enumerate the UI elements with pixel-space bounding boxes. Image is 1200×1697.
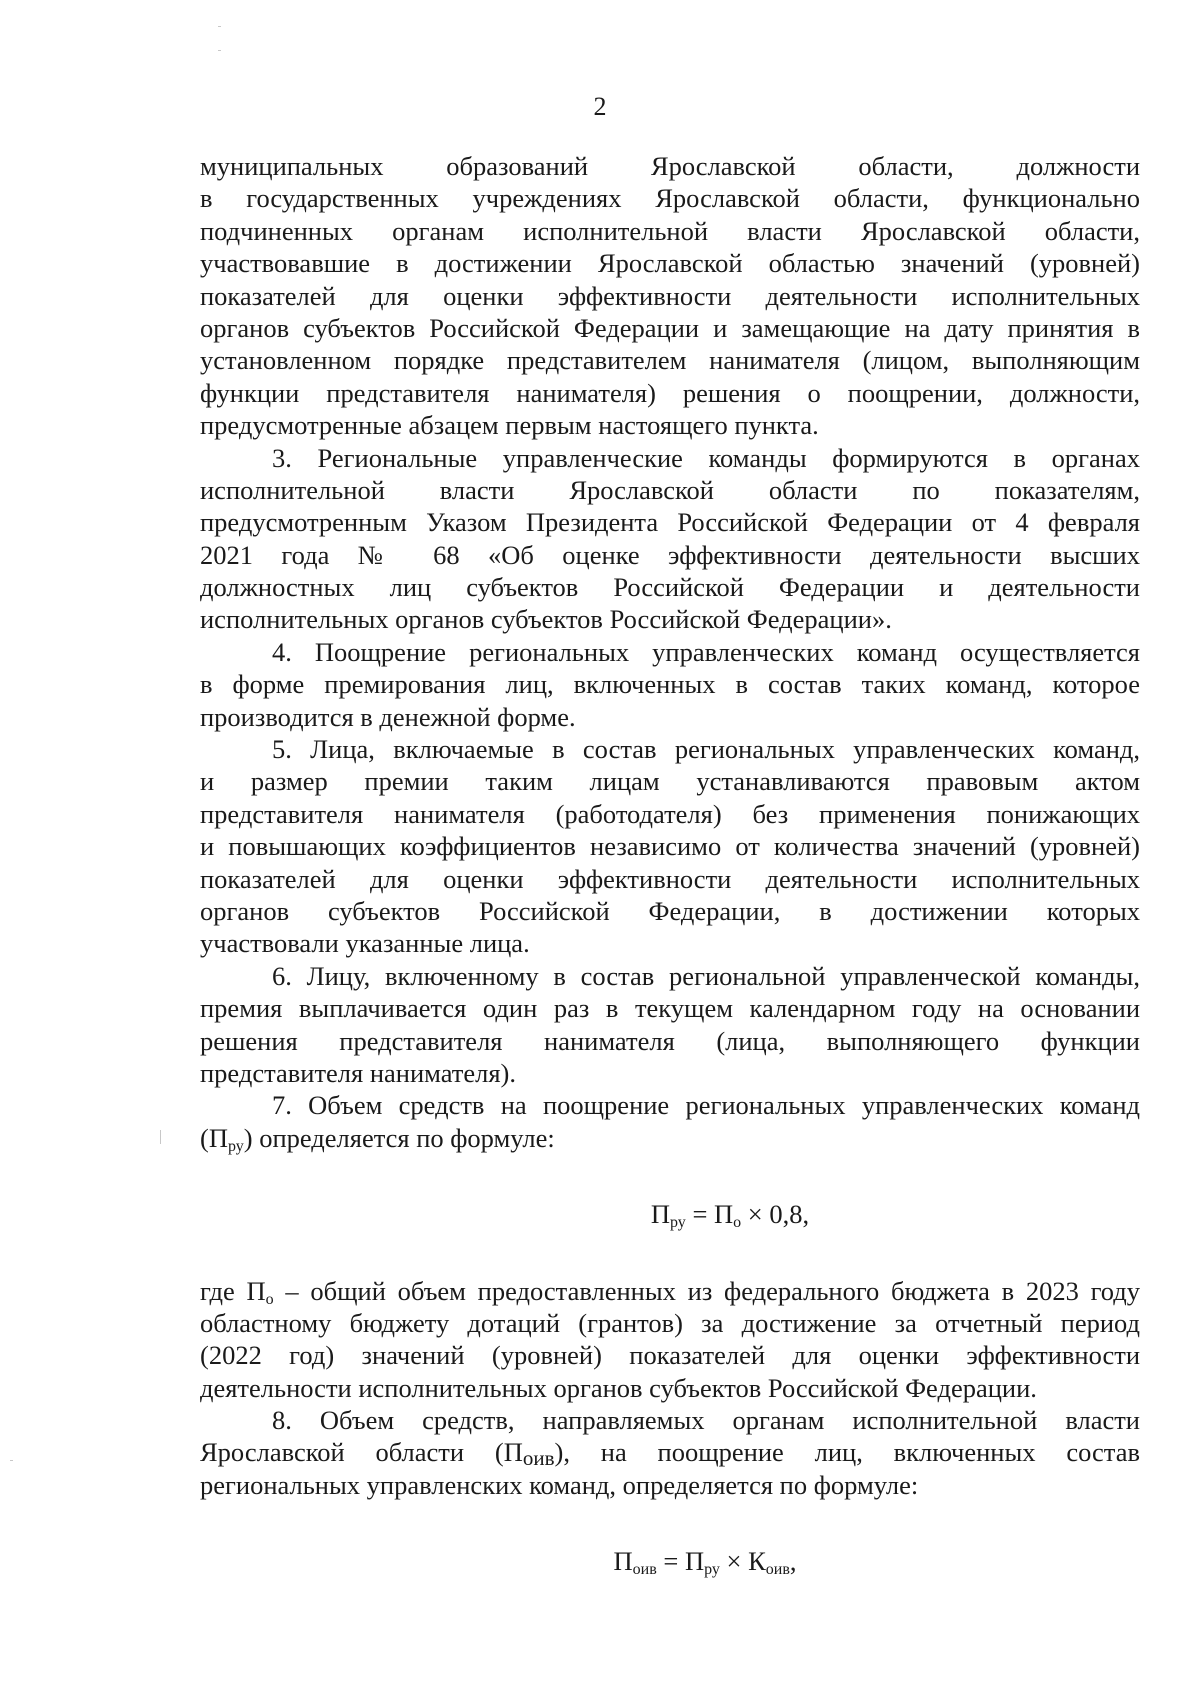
text-line: должностных лиц субъектов Российской Федерации и деятельности: [200, 572, 1140, 603]
text-line: предусмотренные абзацем первым настоящего пункта.: [200, 410, 819, 441]
subscript: ру: [704, 1561, 720, 1579]
formula-fragment: П: [613, 1546, 633, 1577]
formula-fragment: П: [650, 1199, 671, 1230]
text-line: и размер премии таким лицам устанавливаются правовым актом: [200, 766, 1140, 797]
subscript: о: [265, 1290, 274, 1308]
text-line: и повышающих коэффициентов независимо от количества значений (уровней): [200, 831, 1140, 862]
text-line: (2022 год) значений (уровней) показателей для оценки эффективности: [200, 1340, 1140, 1371]
text-fragment: ), на поощрение лиц, включенных состав: [554, 1437, 1140, 1468]
text-line: [200, 1436, 1140, 1471]
paragraph-8-start: 8. Объем средств, направляемых органам исполнительной власти: [272, 1405, 1140, 1436]
subscript: оив: [632, 1561, 657, 1579]
paragraph-3-start: 3. Региональные управленческие команды формируются в органах: [272, 442, 1140, 473]
text-fragment: – общий объем предоставленных из федерального бюджета в 2023 году: [273, 1275, 1140, 1306]
text-line: производится в денежной форме.: [200, 701, 576, 732]
text-line: органов субъектов Российской Федерации, в достижении которых: [200, 895, 1140, 926]
text-line: показателей для оценки эффективности деятельности исполнительных: [200, 863, 1140, 894]
text-line: подчиненных органам исполнительной власти Ярославской области,: [200, 215, 1140, 246]
text-line: функции представителя нанимателя) решения о поощрении, должности,: [200, 377, 1140, 408]
subscript: оив: [765, 1561, 790, 1579]
text-line: показателей для оценки эффективности деятельности исполнительных: [200, 280, 1140, 311]
text-line: в государственных учреждениях Ярославской области, функционально: [200, 183, 1140, 214]
text-fragment: Ярославской области (П: [200, 1437, 523, 1468]
text-line: органов субъектов Российской Федерации и замещающие на дату принятия в: [200, 312, 1140, 343]
formula-pru: [200, 1198, 1140, 1230]
text-line: исполнительной власти Ярославской области по показателям,: [200, 474, 1140, 505]
formula-fragment: × 0,8,: [741, 1199, 810, 1230]
formula-fragment: = П: [656, 1546, 705, 1577]
text-line: предусмотренным Указом Президента Российской Федерации от 4 февраля: [200, 507, 1140, 538]
text-fragment: ) определяется по формуле:: [243, 1122, 555, 1153]
paragraph-5-start: 5. Лица, включаемые в состав региональных управленческих команд,: [272, 734, 1140, 765]
text-line: решения представителя нанимателя (лица, выполняющего функции: [200, 1025, 1140, 1056]
scan-mark: [218, 50, 221, 51]
text-line: [200, 1275, 1140, 1307]
formula-fragment: ,: [789, 1546, 797, 1577]
text-line: представителя нанимателя).: [200, 1057, 517, 1088]
text-line: деятельности исполнительных органов субъектов Российской Федерации.: [200, 1372, 1037, 1403]
text-line: в форме премирования лиц, включенных в состав таких команд, которое: [200, 669, 1140, 700]
scan-mark: [160, 1130, 161, 1144]
text-line: региональных управленских команд, определяется по формуле:: [200, 1469, 919, 1500]
paragraph-6-start: 6. Лицу, включенному в состав региональной управленческой команды,: [272, 960, 1140, 991]
page-number: 2: [593, 92, 607, 121]
formula-fragment: = П: [685, 1199, 734, 1230]
text-line: муниципальных образований Ярославской области, должности: [200, 151, 1140, 181]
paragraph-4-start: 4. Поощрение региональных управленческих команд осуществляется: [272, 636, 1140, 667]
text-line: установленном порядке представителем нанимателя (лицом, выполняющим: [200, 345, 1140, 376]
subscript: о: [733, 1214, 742, 1232]
text-line: участвовавшие в достижении Ярославской областью значений (уровней): [200, 248, 1140, 279]
text-line: исполнительных органов субъектов Российской Федерации».: [200, 604, 892, 635]
subscript: оив: [522, 1446, 555, 1471]
text-line: [200, 1122, 1140, 1154]
text-fragment: где П: [200, 1275, 266, 1306]
document-body: [200, 150, 1140, 1578]
text-line: участвовали указанные лица.: [200, 928, 530, 959]
scan-mark: [218, 26, 221, 27]
text-fragment: (П: [200, 1122, 228, 1153]
formula-fragment: × К: [719, 1546, 766, 1577]
text-line: областному бюджету дотаций (грантов) за достижение за отчетный период: [200, 1307, 1140, 1338]
text-line: 2021 года № 68 «Об оценке эффективности деятельности высших: [200, 539, 1140, 570]
text-line: представителя нанимателя (работодателя) без применения понижающих: [200, 798, 1140, 829]
subscript: ру: [670, 1214, 686, 1232]
scan-mark: [10, 1460, 13, 1461]
formula-poiv: [200, 1545, 1140, 1577]
paragraph-7-start: 7. Объем средств на поощрение региональных управленческих команд: [272, 1090, 1140, 1121]
text-line: премия выплачивается один раз в текущем календарном году на основании: [200, 993, 1140, 1024]
subscript: ру: [227, 1137, 244, 1155]
